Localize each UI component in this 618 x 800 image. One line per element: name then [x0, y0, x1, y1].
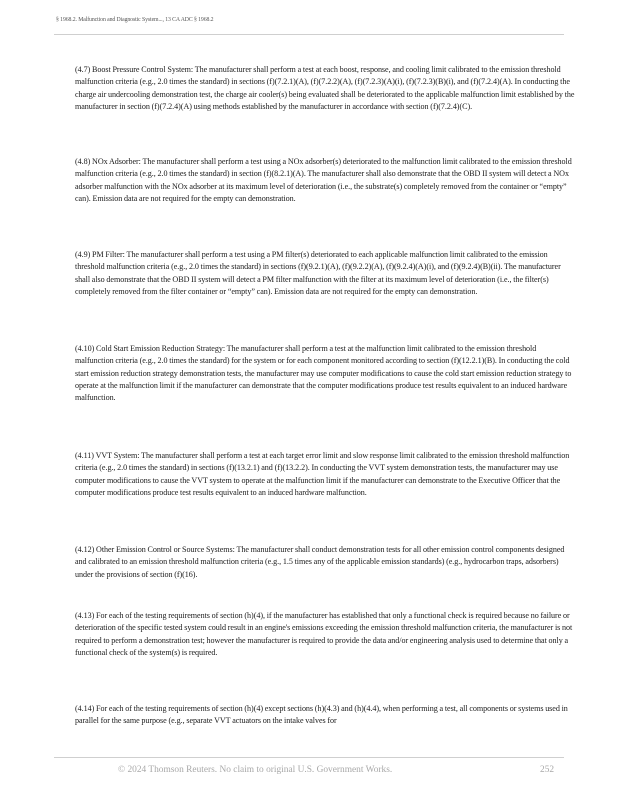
paragraph-other-systems: (4.12) Other Emission Control or Source Systems: The manufacturer shall conduct demonstration tests for all other emission control components designed and calibrated to an emission threshold malfunction criteria (e.g., 1.5 times any of the applicable emission standards) (e.g., hydrocarbon traps, adsorbers) under the provisions of section (f)(16). — [75, 545, 565, 579]
header-divider — [54, 34, 564, 35]
page-number: 252 — [540, 765, 555, 775]
running-header: § 1968.2. Malfunction and Diagnostic System..., 13 CA ADC § 1968.2 — [56, 17, 214, 23]
paragraph-nox-adsorber: (4.8) NOx Adsorber: The manufacturer shall perform a test using a NOx adsorber(s) deteriorated to the malfunction limit calibrated to the emission threshold malfunction criteria (e.g., 2.0 times the standard) in section (f)(8.2.1)(A). The manufacturer shall also demonstrate that the OBD II system will detect a NOx adsorber malfunction with the NOx adsorber at its maximum level of deterioration (i.e., the substrate(s) completely removed from the container or “empty” can). Emission data are not required for the empty can demonstration. — [75, 157, 572, 203]
paragraph-functional-check: (4.13) For each of the testing requirements of section (h)(4), if the manufacturer has established that only a functional check is required because no failure or deterioration of the specific tested system could result in an engine's emissions exceeding the emission threshold malfunction criteria, the manufacturer is not required to perform a demonstration test; however the manufacturer is required to provide the data and/or engineering analysis used to determine that only a functional check of the system(s) is required. — [75, 611, 573, 657]
paragraph-parallel-components: (4.14) For each of the testing requirements of section (h)(4) except sections (h)(4.3) and (h)(4.4), when performing a test, all components or systems used in parallel for the same purpose (e.g., separate VVT actuators on the intake valves for — [75, 704, 568, 726]
paragraph-vvt-system: (4.11) VVT System: The manufacturer shall perform a test at each target error limit and slow response limit calibrated to the emission threshold malfunction criteria (e.g., 2.0 times the standard) in sections (f)(13.2.1) and (f)(13.2.2). In conducting the VVT system demonstration tests, the manufacturer may use computer modifications to cause the VVT system to operate at the malfunction limit if the manufacturer can demonstrate to the Executive Officer that the computer modifications produce test results equivalent to an induced hardware malfunction. — [75, 451, 570, 497]
paragraph-boost-pressure: (4.7) Boost Pressure Control System: The manufacturer shall perform a test at each boost, response, and cooling limit calibrated to the emission threshold malfunction criteria (e.g., 2.0 times the standard) in sections (f)(7.2.1)(A), (f)(7.2.2)(A), (f)(7.2.3)(A)(i), (f)(7.2.3)(B)(i), and (f)(7.2.4)(A). In conducting the charge air undercooling demonstration test, the charge air cooler(s) being evaluated shall be deteriorated to the applicable malfunction limit established by the manufacturer in section (f)(7.2.4)(A) using methods established by the manufacturer in accordance with section (f)(7.2.4)(C). — [75, 65, 575, 111]
paragraph-pm-filter: (4.9) PM Filter: The manufacturer shall perform a test using a PM filter(s) deteriorated to each applicable malfunction limit calibrated to the emission threshold malfunction criteria (e.g., 2.0 times the standard) in sections (f)(9.2.1)(A), (f)(9.2.2)(A), (f)(9.2.4)(A)(i), and (f)(9.2.4)(B)(ii). The manufacturer shall also demonstrate that the OBD II system will detect a PM filter malfunction with the filter at its maximum level of deterioration (i.e., the filter(s) completely removed from the filter container or “empty” can). Emission data are not required for the empty can demonstration. — [75, 250, 561, 296]
copyright-notice: © 2024 Thomson Reuters. No claim to original U.S. Government Works. — [118, 765, 393, 775]
paragraph-cold-start: (4.10) Cold Start Emission Reduction Strategy: The manufacturer shall perform a test at the malfunction limit calibrated to the emission threshold malfunction criteria (e.g., 2.0 times the standard) for the system or for each component monitored according to section (f)(12.2.1)(B). In conducting the cold start emission reduction strategy demonstration tests, the manufacturer may use computer modifications to cause the cold start emission reduction strategy to operate at the malfunction limit if the manufacturer can demonstrate that the computer modifications produce test results equivalent to an induced hardware malfunction. — [75, 344, 572, 402]
footer-divider — [54, 757, 564, 758]
